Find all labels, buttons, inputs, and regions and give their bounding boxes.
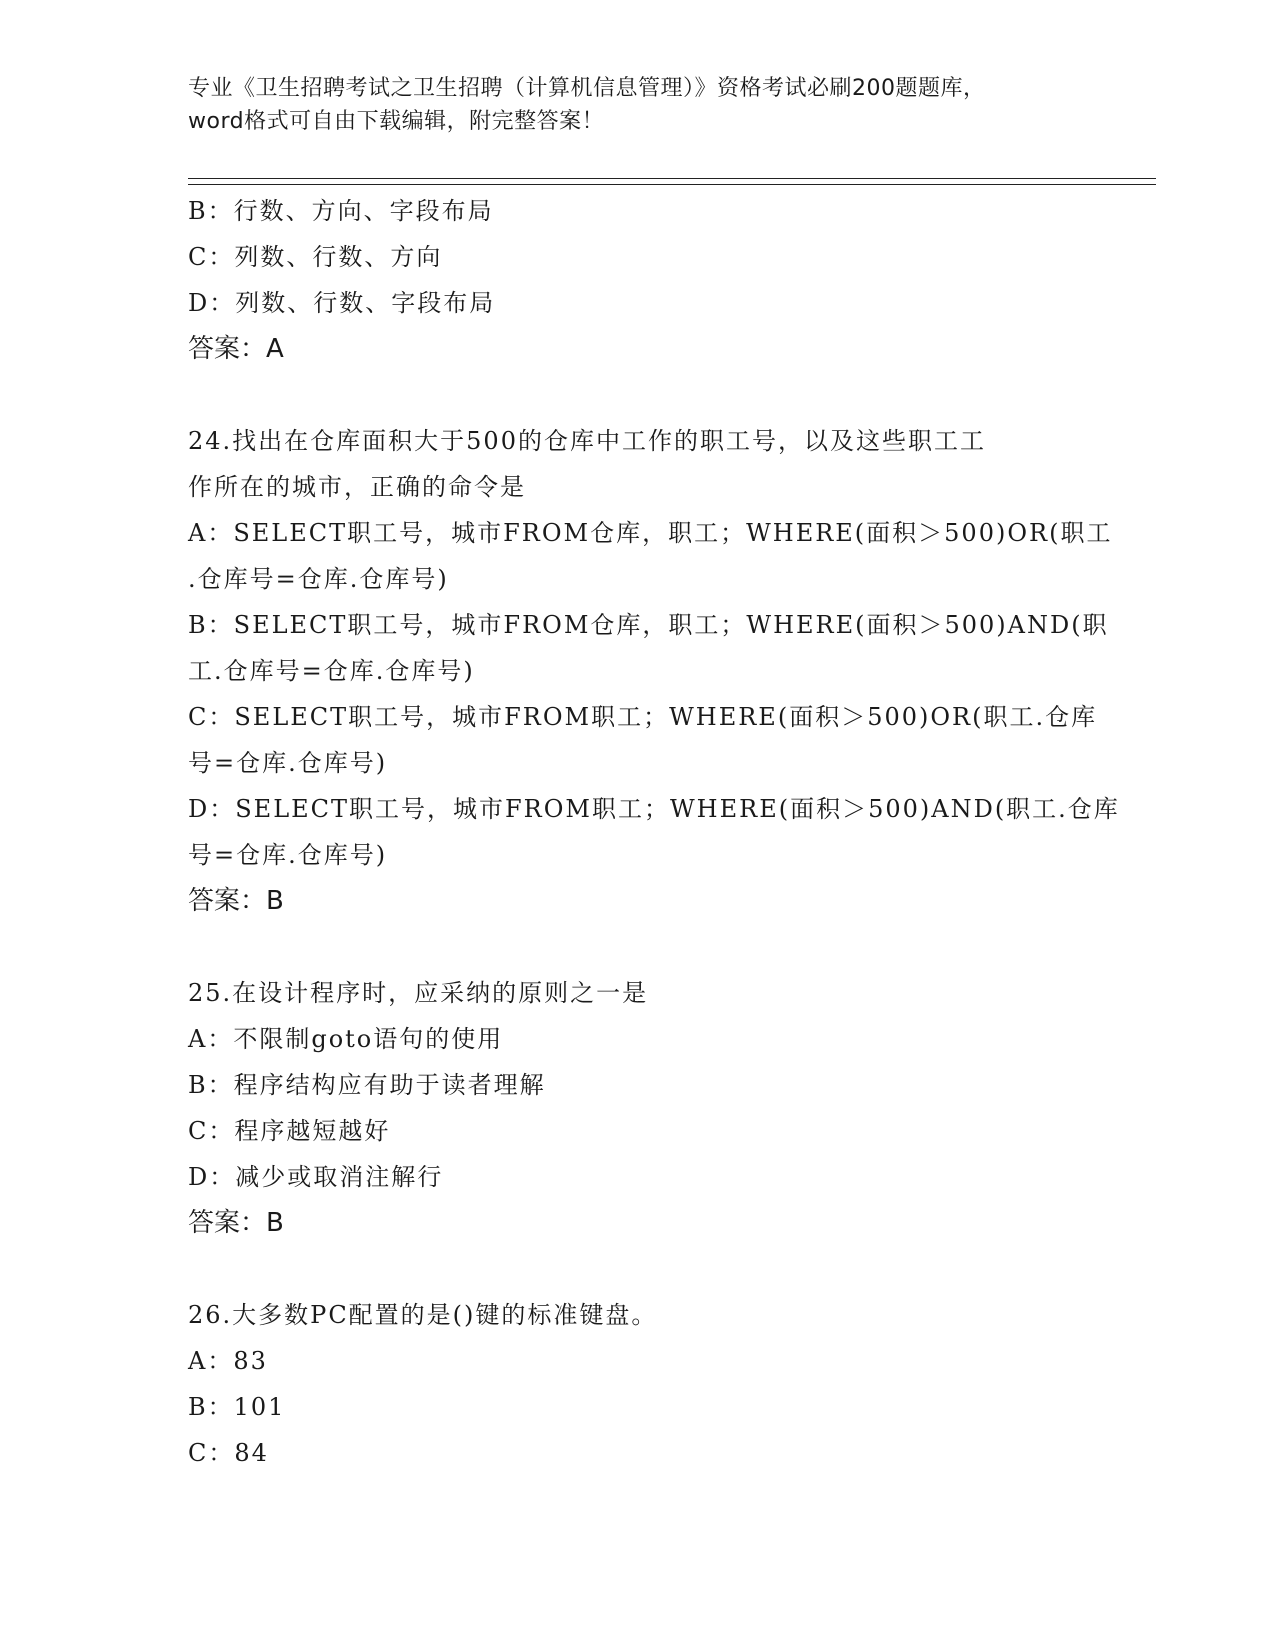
option-line: D：SELECT职工号，城市FROM职工；WHERE(面积＞500)AND(职工.仓库 <box>188 795 1120 823</box>
option-line: A：SELECT职工号，城市FROM仓库，职工；WHERE(面积＞500)OR(职工 <box>188 519 1113 547</box>
option-line: C：程序越短越好 <box>188 1117 391 1145</box>
question-title-line: 24.找出在仓库面积大于500的仓库中工作的职工号，以及这些职工工 <box>188 427 986 455</box>
option-line: 号=仓库.仓库号) <box>188 841 388 869</box>
option-line: C：列数、行数、方向 <box>188 243 443 271</box>
option-line: .仓库号=仓库.仓库号) <box>188 565 449 593</box>
option-line: B：101 <box>188 1393 286 1421</box>
option-line: 工.仓库号=仓库.仓库号) <box>188 657 475 685</box>
question-title-line: 25.在设计程序时，应采纳的原则之一是 <box>188 979 649 1007</box>
question-title-line: 26.大多数PC配置的是()键的标准键盘。 <box>188 1301 658 1329</box>
document-header <box>188 72 1088 138</box>
answer-line: 答案：B <box>188 886 284 916</box>
answer-line: 答案：A <box>188 334 284 364</box>
answer-line: 答案：B <box>188 1208 284 1238</box>
option-line: D：列数、行数、字段布局 <box>188 289 496 317</box>
header-line-2: word格式可自由下载编辑，附完整答案！ <box>188 109 605 134</box>
question-content <box>188 188 1120 1476</box>
header-line-1: 专业《卫生招聘考试之卫生招聘（计算机信息管理）》资格考试必刷200题题库， <box>188 76 986 101</box>
option-line: D：减少或取消注解行 <box>188 1163 444 1191</box>
option-line: C：SELECT职工号，城市FROM职工；WHERE(面积＞500)OR(职工.仓库 <box>188 703 1098 731</box>
header-divider-bottom <box>188 184 1156 185</box>
option-line: A：83 <box>188 1347 268 1375</box>
option-line: B：程序结构应有助于读者理解 <box>188 1071 546 1099</box>
option-line: 号=仓库.仓库号) <box>188 749 388 777</box>
option-line: B：行数、方向、字段布局 <box>188 197 494 225</box>
header-divider-top <box>188 178 1156 179</box>
option-line: C：84 <box>188 1439 269 1467</box>
option-line: B：SELECT职工号，城市FROM仓库，职工；WHERE(面积＞500)AND(职 <box>188 611 1109 639</box>
option-line: A：不限制goto语句的使用 <box>188 1025 504 1053</box>
question-title-line: 作所在的城市，正确的命令是 <box>188 473 526 501</box>
